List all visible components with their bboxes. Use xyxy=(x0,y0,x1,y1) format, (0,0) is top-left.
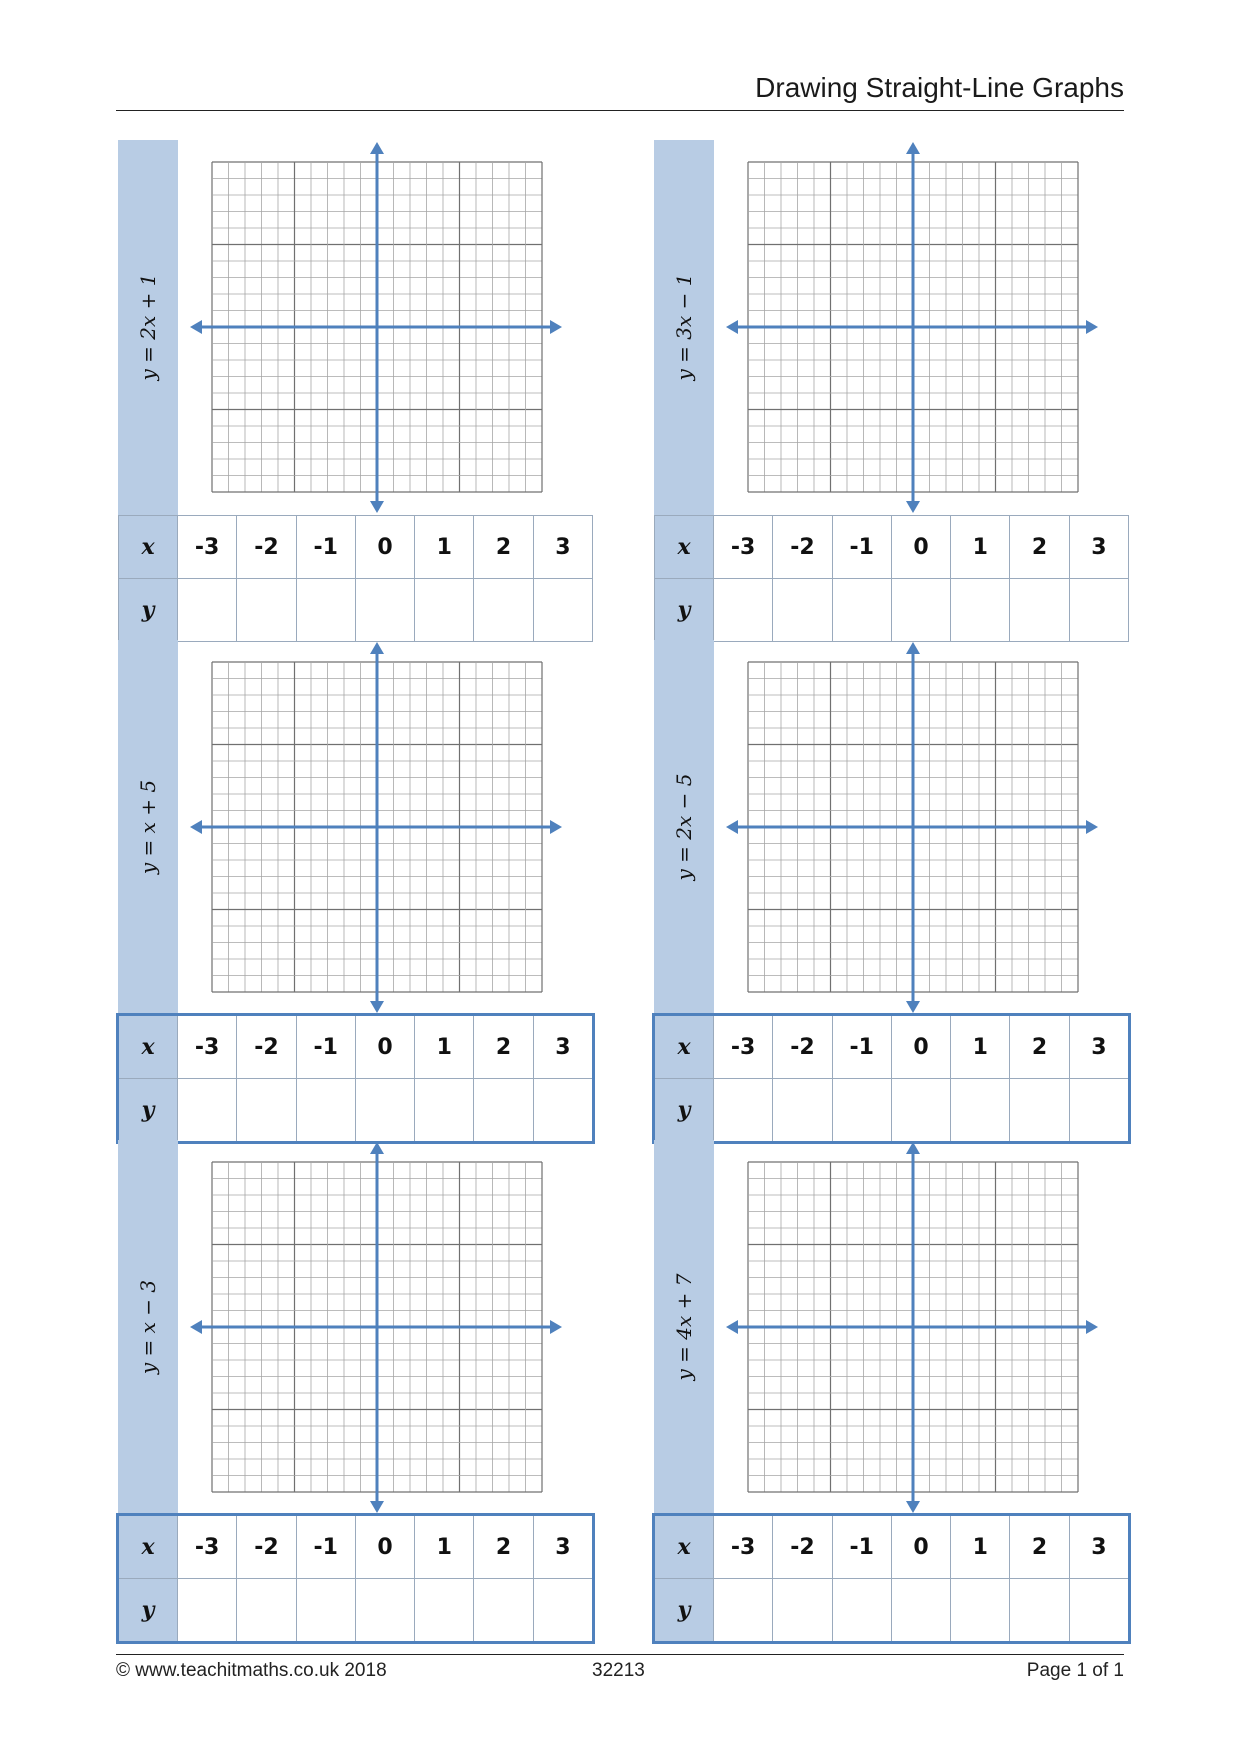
x-value-cell: 3 xyxy=(1069,1516,1128,1579)
y-value-input-cell[interactable] xyxy=(951,1079,1010,1142)
footer-divider xyxy=(116,1654,1124,1655)
coordinate-grid[interactable] xyxy=(178,640,593,1015)
y-axis-arrow-down xyxy=(370,1501,384,1513)
y-row xyxy=(119,579,593,642)
x-axis-arrow-right xyxy=(550,820,562,834)
equation-label: y = 4x + 7 xyxy=(672,1273,696,1381)
x-row xyxy=(119,516,593,579)
x-value-cell: -2 xyxy=(773,516,832,579)
x-value-cell: 0 xyxy=(891,516,950,579)
x-value-cell: -3 xyxy=(714,516,773,579)
table-of-values xyxy=(654,1515,1129,1642)
y-row-header: y xyxy=(119,579,178,642)
y-value-input-cell[interactable] xyxy=(951,1579,1010,1642)
x-value-cell: -2 xyxy=(773,1516,832,1579)
x-row-header: x xyxy=(119,516,178,579)
y-value-input-cell[interactable] xyxy=(773,1579,832,1642)
y-row-header: y xyxy=(655,1079,714,1142)
x-axis-arrow-right xyxy=(1086,820,1098,834)
y-row xyxy=(655,1579,1129,1642)
x-value-cell: 3 xyxy=(1069,516,1128,579)
y-value-input-cell[interactable] xyxy=(951,579,1010,642)
graph-panel xyxy=(654,640,1129,1140)
y-value-input-cell[interactable] xyxy=(296,1079,355,1142)
graph-panel xyxy=(118,140,593,640)
footer-page-number: Page 1 of 1 xyxy=(1026,1660,1124,1681)
x-value-cell: 3 xyxy=(533,1516,592,1579)
y-axis-arrow-up xyxy=(370,1142,384,1154)
x-value-cell: 1 xyxy=(951,516,1010,579)
equation-label-wrap xyxy=(118,1140,178,1515)
x-value-cell: 0 xyxy=(355,1016,414,1079)
table-of-values xyxy=(654,1015,1129,1142)
graph-panel xyxy=(118,640,593,1140)
x-value-cell: 1 xyxy=(951,1016,1010,1079)
y-value-input-cell[interactable] xyxy=(891,579,950,642)
y-axis-arrow-down xyxy=(906,501,920,513)
x-value-cell: 0 xyxy=(891,1516,950,1579)
x-axis-arrow-left xyxy=(726,320,738,334)
y-axis-arrow-down xyxy=(906,1001,920,1013)
equation-label-wrap xyxy=(118,140,178,515)
footer-copyright: © www.teachitmaths.co.uk 2018 xyxy=(116,1660,387,1681)
y-value-input-cell[interactable] xyxy=(474,1579,533,1642)
y-row xyxy=(119,1079,593,1142)
x-row-header: x xyxy=(119,1516,178,1579)
x-value-cell: -3 xyxy=(178,1016,237,1079)
y-value-input-cell[interactable] xyxy=(296,579,355,642)
y-value-input-cell[interactable] xyxy=(832,579,891,642)
y-axis-arrow-up xyxy=(906,642,920,654)
x-axis-arrow-left xyxy=(190,1320,202,1334)
y-value-input-cell[interactable] xyxy=(773,1079,832,1142)
y-value-input-cell[interactable] xyxy=(1069,1579,1128,1642)
x-value-cell: -1 xyxy=(832,516,891,579)
x-value-cell: -1 xyxy=(296,516,355,579)
x-value-cell: 1 xyxy=(415,516,474,579)
y-value-input-cell[interactable] xyxy=(355,579,414,642)
x-axis-arrow-right xyxy=(1086,320,1098,334)
x-value-cell: 0 xyxy=(355,516,414,579)
y-value-input-cell[interactable] xyxy=(1010,1579,1069,1642)
y-value-input-cell[interactable] xyxy=(415,1579,474,1642)
x-row xyxy=(655,1016,1129,1079)
page-title: Drawing Straight-Line Graphs xyxy=(755,72,1124,103)
x-axis-arrow-left xyxy=(726,1320,738,1334)
y-axis-arrow-up xyxy=(370,142,384,154)
y-row xyxy=(119,1579,593,1642)
y-axis-arrow-up xyxy=(906,1142,920,1154)
y-row-header: y xyxy=(655,579,714,642)
x-row xyxy=(119,1016,593,1079)
x-value-cell: 3 xyxy=(533,516,592,579)
x-value-cell: 1 xyxy=(415,1516,474,1579)
y-value-input-cell[interactable] xyxy=(891,1579,950,1642)
x-row-header: x xyxy=(655,516,714,579)
y-value-input-cell[interactable] xyxy=(237,579,296,642)
x-row xyxy=(655,516,1129,579)
y-value-input-cell[interactable] xyxy=(714,1079,773,1142)
y-axis-arrow-up xyxy=(370,642,384,654)
y-row-header: y xyxy=(119,1079,178,1142)
x-value-cell: 2 xyxy=(1010,1016,1069,1079)
graph-panel xyxy=(118,1140,593,1640)
x-axis-arrow-left xyxy=(726,820,738,834)
y-value-input-cell[interactable] xyxy=(533,1079,592,1142)
graph-panel xyxy=(654,1140,1129,1640)
y-value-input-cell[interactable] xyxy=(178,579,237,642)
x-value-cell: -1 xyxy=(832,1516,891,1579)
x-value-cell: 2 xyxy=(1010,516,1069,579)
footer-code: 32213 xyxy=(592,1660,645,1681)
equation-label-wrap xyxy=(654,640,714,1015)
coordinate-grid[interactable] xyxy=(714,1140,1129,1515)
equation-label: y = 2x − 5 xyxy=(672,773,696,881)
equation-label: y = 3x − 1 xyxy=(672,273,696,381)
y-value-input-cell[interactable] xyxy=(832,1079,891,1142)
equation-label: y = 2x + 1 xyxy=(136,273,160,381)
x-value-cell: 3 xyxy=(533,1016,592,1079)
y-value-input-cell[interactable] xyxy=(415,1079,474,1142)
x-value-cell: 2 xyxy=(474,1516,533,1579)
x-value-cell: -3 xyxy=(178,516,237,579)
x-value-cell: -2 xyxy=(773,1016,832,1079)
x-value-cell: -2 xyxy=(237,1016,296,1079)
y-value-input-cell[interactable] xyxy=(296,1579,355,1642)
y-axis-arrow-down xyxy=(370,1001,384,1013)
table-of-values xyxy=(118,1015,593,1142)
x-value-cell: -2 xyxy=(237,516,296,579)
x-value-cell: -1 xyxy=(296,1016,355,1079)
graph-panel xyxy=(654,140,1129,640)
x-axis-arrow-right xyxy=(550,320,562,334)
y-value-input-cell[interactable] xyxy=(355,1079,414,1142)
table-of-values xyxy=(118,1515,593,1642)
x-axis-arrow-right xyxy=(1086,1320,1098,1334)
x-value-cell: 0 xyxy=(355,1516,414,1579)
x-value-cell: 1 xyxy=(415,1016,474,1079)
equation-label-wrap xyxy=(654,1140,714,1515)
table-of-values xyxy=(118,515,593,642)
x-axis-arrow-left xyxy=(190,320,202,334)
x-row xyxy=(119,1516,593,1579)
x-value-cell: 1 xyxy=(951,1516,1010,1579)
x-value-cell: 2 xyxy=(474,516,533,579)
y-value-input-cell[interactable] xyxy=(1010,579,1069,642)
y-value-input-cell[interactable] xyxy=(415,579,474,642)
y-value-input-cell[interactable] xyxy=(474,1079,533,1142)
equation-label-wrap xyxy=(654,140,714,515)
x-axis-arrow-right xyxy=(550,1320,562,1334)
y-value-input-cell[interactable] xyxy=(178,1079,237,1142)
x-value-cell: -3 xyxy=(178,1516,237,1579)
x-axis-arrow-left xyxy=(190,820,202,834)
x-value-cell: -1 xyxy=(296,1516,355,1579)
x-row-header: x xyxy=(655,1516,714,1579)
y-value-input-cell[interactable] xyxy=(1010,1079,1069,1142)
coordinate-grid[interactable] xyxy=(714,640,1129,1015)
y-axis-arrow-up xyxy=(906,142,920,154)
y-value-input-cell[interactable] xyxy=(533,1579,592,1642)
y-value-input-cell[interactable] xyxy=(474,579,533,642)
equation-label: y = x − 3 xyxy=(136,1279,160,1375)
coordinate-grid[interactable] xyxy=(178,140,593,515)
equation-label-wrap xyxy=(118,640,178,1015)
x-row-header: x xyxy=(119,1016,178,1079)
x-value-cell: 3 xyxy=(1069,1016,1128,1079)
y-value-input-cell[interactable] xyxy=(178,1579,237,1642)
y-row xyxy=(655,1079,1129,1142)
x-value-cell: -2 xyxy=(237,1516,296,1579)
x-value-cell: -1 xyxy=(832,1016,891,1079)
y-axis-arrow-down xyxy=(906,1501,920,1513)
coordinate-grid[interactable] xyxy=(714,140,1129,515)
y-value-input-cell[interactable] xyxy=(832,1579,891,1642)
equation-label: y = x + 5 xyxy=(136,779,160,875)
header-divider xyxy=(116,110,1124,111)
coordinate-grid[interactable] xyxy=(178,1140,593,1515)
y-value-input-cell[interactable] xyxy=(891,1079,950,1142)
x-value-cell: 2 xyxy=(1010,1516,1069,1579)
y-axis-arrow-down xyxy=(370,501,384,513)
y-value-input-cell[interactable] xyxy=(1069,579,1128,642)
y-value-input-cell[interactable] xyxy=(714,579,773,642)
x-row xyxy=(655,1516,1129,1579)
y-value-input-cell[interactable] xyxy=(714,1579,773,1642)
y-row-header: y xyxy=(119,1579,178,1642)
table-of-values xyxy=(654,515,1129,642)
y-value-input-cell[interactable] xyxy=(773,579,832,642)
x-value-cell: 0 xyxy=(891,1016,950,1079)
x-row-header: x xyxy=(655,1016,714,1079)
y-value-input-cell[interactable] xyxy=(355,1579,414,1642)
y-row xyxy=(655,579,1129,642)
y-value-input-cell[interactable] xyxy=(237,1579,296,1642)
y-value-input-cell[interactable] xyxy=(237,1079,296,1142)
y-row-header: y xyxy=(655,1579,714,1642)
y-value-input-cell[interactable] xyxy=(533,579,592,642)
x-value-cell: 2 xyxy=(474,1016,533,1079)
y-value-input-cell[interactable] xyxy=(1069,1079,1128,1142)
x-value-cell: -3 xyxy=(714,1016,773,1079)
x-value-cell: -3 xyxy=(714,1516,773,1579)
